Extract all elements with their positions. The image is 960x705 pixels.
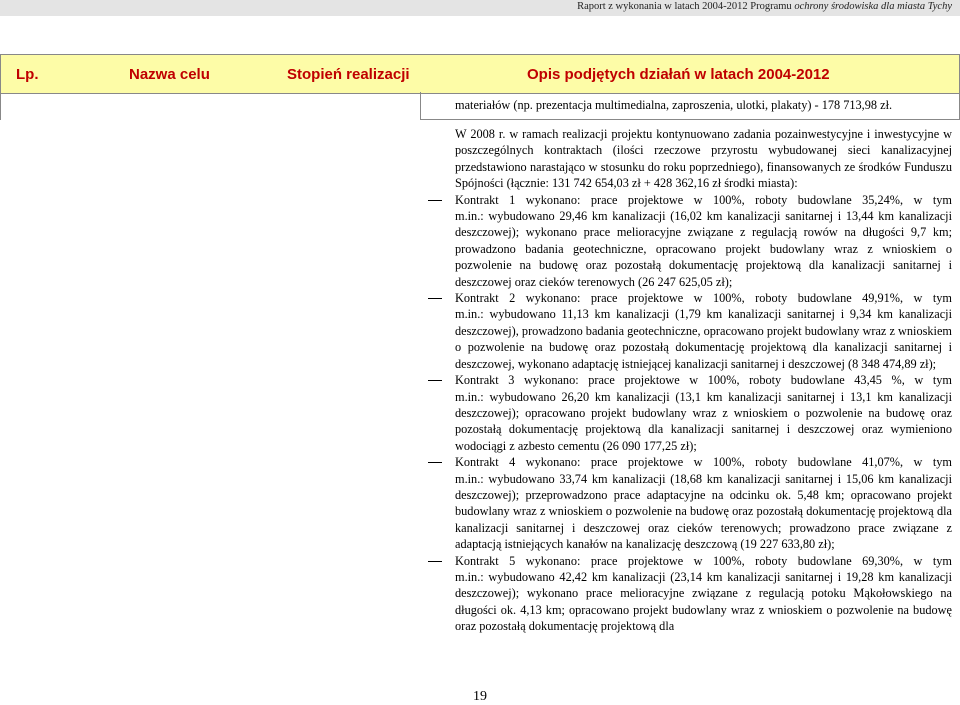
intro-line: materiałów (np. prezentacja multimedialna, zaproszenia, ulotki, plakaty) - 178 713,98 zł. <box>455 98 893 112</box>
item-first-line: Kontrakt 3 wykonano: prace projektowe w 100%, roboty budowlane 43,45 %, w tym <box>455 373 952 388</box>
dash-bullet <box>428 561 442 562</box>
item-first-line: Kontrakt 5 wykonano: prace projektowe w 100%, roboty budowlane 69,30%, w tym <box>455 553 952 568</box>
header-title-regular: Raport z wykonania w latach 2004-2012 Programu <box>577 1 795 12</box>
item-first-line: Kontrakt 4 wykonano: prace projektowe w 100%, roboty budowlane 41,07%, w tym <box>455 455 952 470</box>
dash-bullet <box>428 462 442 463</box>
dash-bullet <box>428 298 442 299</box>
item-text: m.in.: wybudowano 33,74 km kanalizacji (18,68 km kanalizacji sanitarnej i 15,06 km kanalizacji deszczowej); przeprowadzono prace adaptacyjne na odcinku ok. 5,48 km; opracowano projekt budowlany wraz z wnioskiem o pozwolenie na budowę oraz pozostałą dokumentację projektową dla kanalizacji sanitarnej i deszczowej oraz cieków terenowych; prowadzono prace związane z adaptacją istniejących kanałów na kanalizację deszczową (19 227 633,80 zł); <box>455 471 952 552</box>
dash-bullet <box>428 380 442 381</box>
table-border-left <box>0 54 1 120</box>
header-stopien-realizacji: Stopień realizacji <box>287 66 410 83</box>
document-header-title <box>577 1 952 12</box>
header-lp: Lp. <box>16 66 39 83</box>
list-item <box>455 454 952 552</box>
page-number: 19 <box>473 689 487 704</box>
item-text: m.in.: wybudowano 29,46 km kanalizacji (16,02 km kanalizacji sanitarnej i 13,44 km kanalizacji deszczowej); wykonano prace melioracyjne związane z regulacją rowów na długości 9,7 km; prowadzono badania geotechniczne, opracowano projekt budowlany wraz z wnioskiem o pozwolenie na budowę oraz pozostałą dokumentację projektową dla kanalizacji sanitarnej i deszczowej oraz cieków terenowych (26 247 625,05 zł); <box>455 209 952 289</box>
header-opis-dzialan: Opis podjętych działań w latach 2004-2012 <box>527 66 830 83</box>
item-first-line: Kontrakt 1 wykonano: prace projektowe w 100%, roboty budowlane 35,24%, w tym <box>455 192 952 207</box>
list-item <box>455 290 952 372</box>
description-column <box>455 126 952 635</box>
document-header-bar <box>0 0 960 16</box>
paragraph-2008: W 2008 r. w ramach realizacji projektu kontynuowano zadania pozainwestycyjne i inwestycyjne w poszczególnych kontraktach (ilości rzeczowe przyrostu wybudowanej sieci kanalizacyjnej przedstawiono narastająco w stosunku do roku poprzedniego), finansowanych ze środków Funduszu Spójności (łącznie: 131 742 654,03 zł + 428 362,16 zł środki miasta): <box>455 127 952 191</box>
item-text: m.in.: wybudowano 26,20 km kanalizacji (13,1 km kanalizacji sanitarnej i 13,1 km kanalizacji deszczowej); opracowano projekt budowlany wraz z wnioskiem o pozwolenie na budowę oraz pozostałą dokumentację projektową dla kanalizacji sanitarnej i deszczowej oraz wymieniono wodociągi z azbesto cementu (26 090 177,25 zł); <box>455 389 952 453</box>
table-column-divider <box>420 92 421 120</box>
item-text: m.in.: wybudowano 42,42 km kanalizacji (23,14 km kanalizacji sanitarnej i 19,28 km kanalizacji deszczowej); wykonano prace melioracyjne związane z regulacją potoku Mąkołowskiego na długości ok. 4,13 km; opracowano projekt budowlany wraz z wnioskiem o pozwolenie na budowę oraz pozostałą dokumentację projektową dla <box>455 569 952 634</box>
header-title-italic: ochrony środowiska dla miasta Tychy <box>794 1 952 12</box>
list-item <box>455 372 952 454</box>
report-table <box>0 54 960 94</box>
dash-bullet <box>428 200 442 201</box>
item-text: m.in.: wybudowano 11,13 km kanalizacji (1,79 km kanalizacji sanitarnej i 9,34 km kanalizacji deszczowej), prowadzono badania geotechniczne, opracowano projekt budowlany wraz z wnioskiem o pozwolenie na budowę oraz pozostałą dokumentację projektową dla kanalizacji sanitarnej i deszczowej, wykonano adaptację istniejącej kanalizacji sanitarnej i deszczowej (8 348 474,89 zł); <box>455 307 952 371</box>
table-row-divider <box>420 119 960 120</box>
list-item <box>455 553 952 635</box>
table-header-row <box>0 54 960 94</box>
list-item <box>455 192 952 290</box>
item-first-line: Kontrakt 2 wykonano: prace projektowe w 100%, roboty budowlane 49,91%, w tym <box>455 291 952 306</box>
header-nazwa-celu: Nazwa celu <box>129 66 210 83</box>
